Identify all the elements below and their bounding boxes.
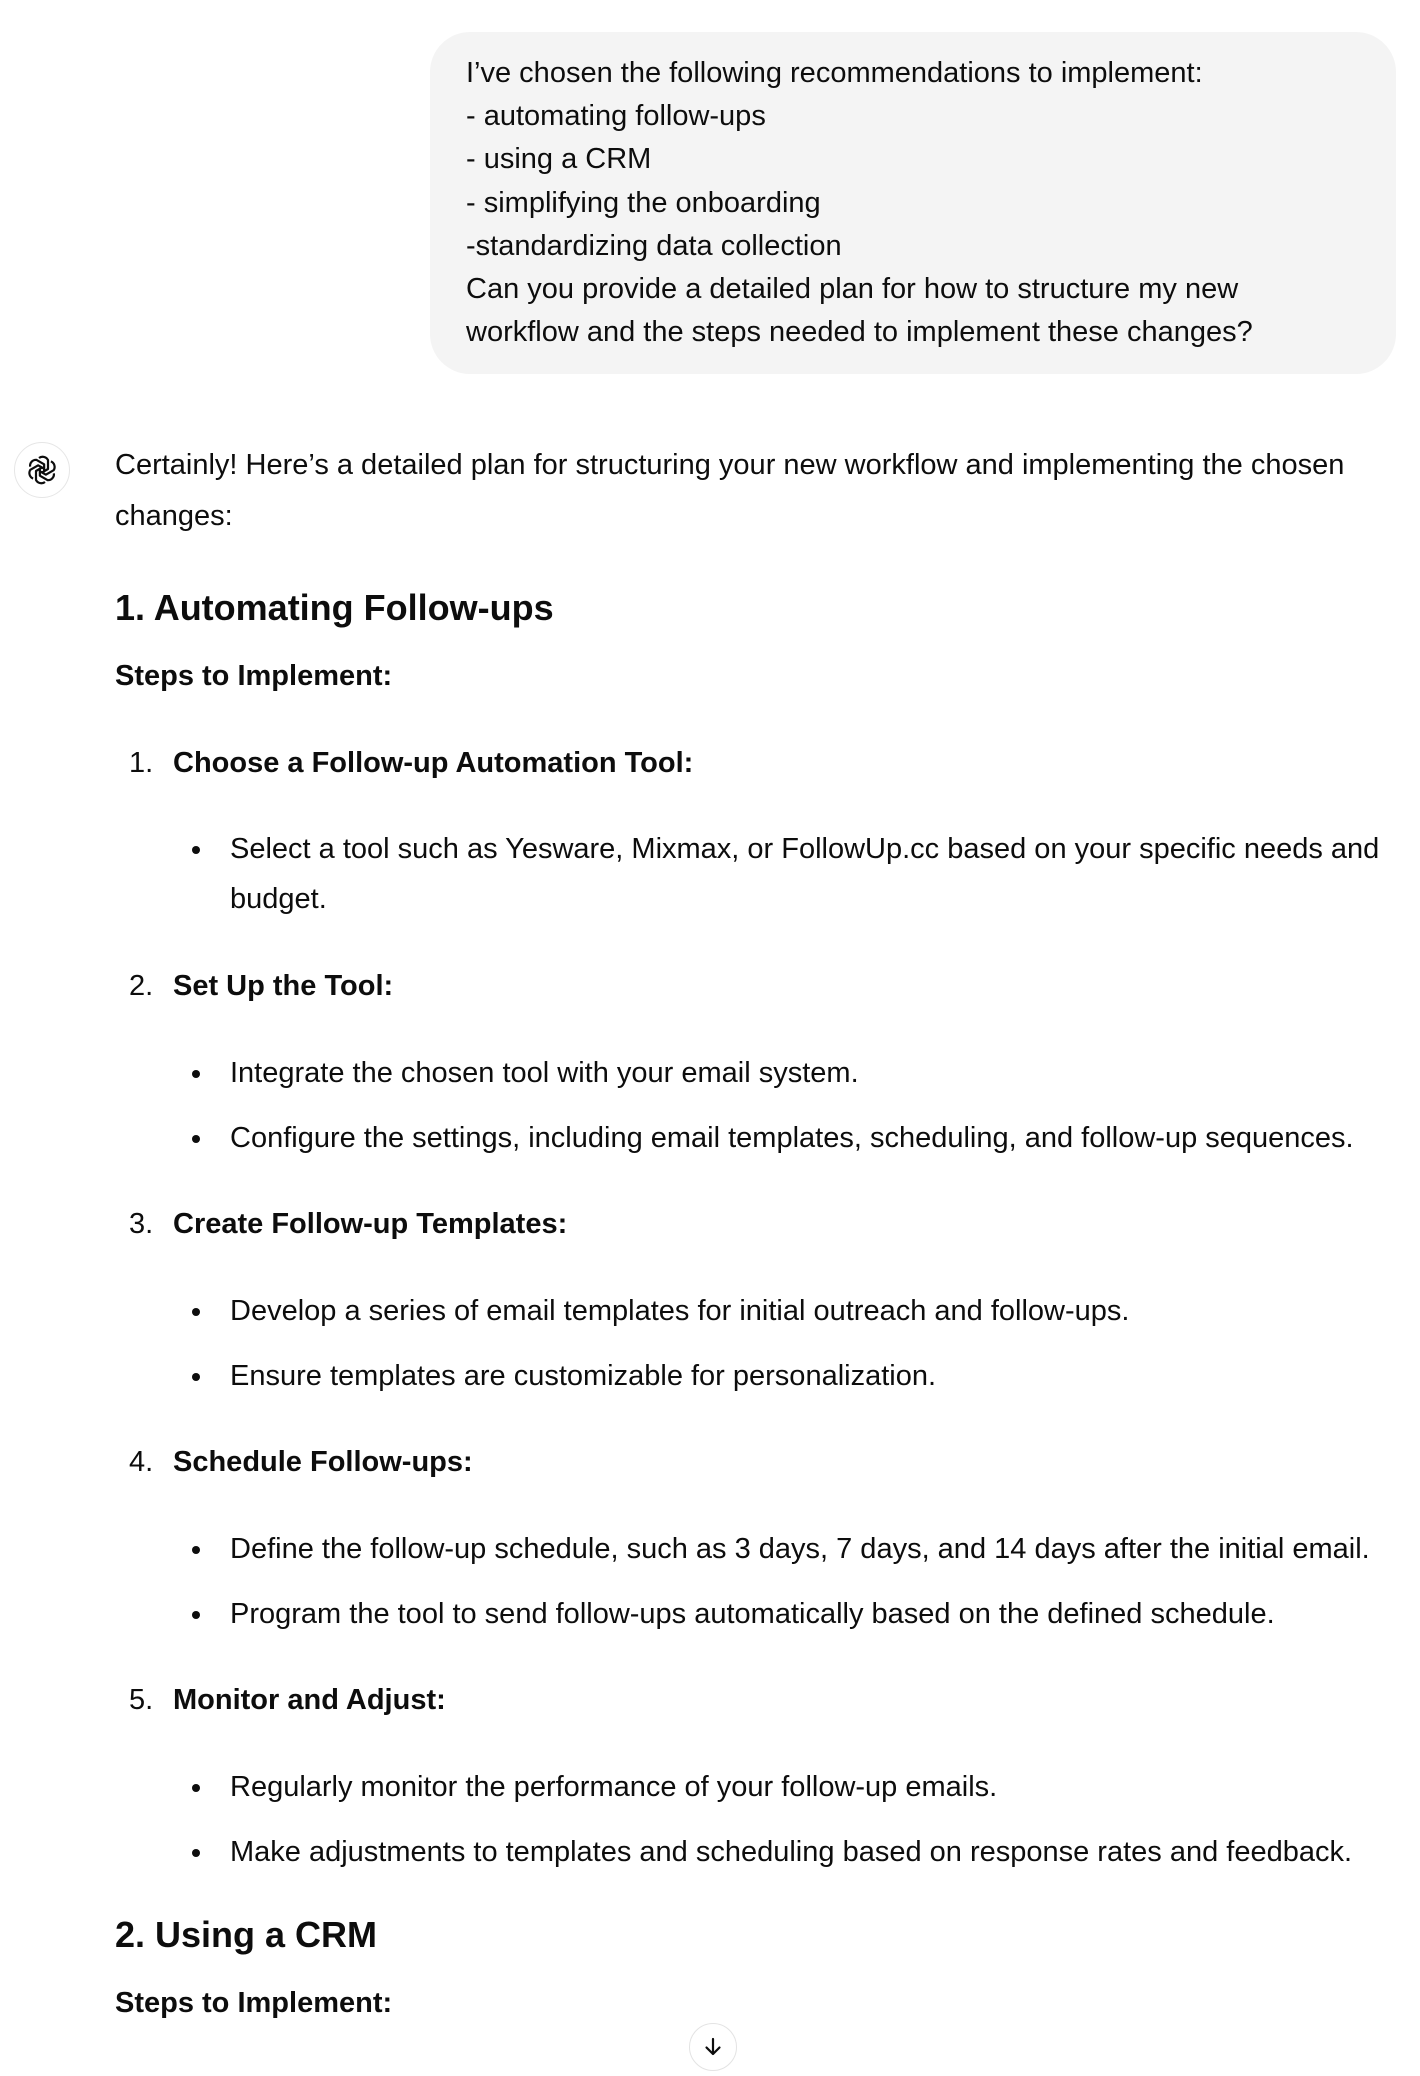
intro-text-line: changes:: [115, 500, 233, 532]
step-title: Monitor and Adjust:: [173, 1684, 446, 1716]
scroll-to-bottom-button[interactable]: [689, 2023, 737, 2071]
section-heading: 1. Automating Follow-ups: [115, 587, 554, 628]
step-number: 4.: [129, 1446, 154, 1478]
user-message-line: - automating follow-ups: [466, 100, 766, 133]
step-number: 2.: [129, 970, 154, 1002]
step-number: 5.: [129, 1684, 154, 1716]
step-number: 1.: [129, 747, 154, 779]
bullet-dot: [189, 1370, 203, 1384]
bullet-text: Define the follow-up schedule, such as 3 days, 7 days, and 14 days after the initial email.: [230, 1533, 1370, 1565]
bullet-dot: [189, 1305, 203, 1319]
bullet-text: Configure the settings, including email templates, scheduling, and follow-up sequences.: [230, 1122, 1354, 1154]
bullet-dot: [189, 1132, 203, 1146]
step-number: 3.: [129, 1208, 154, 1240]
user-message-line: - simplifying the onboarding: [466, 186, 821, 219]
section-subheading: Steps to Implement:: [115, 1987, 393, 2019]
openai-logo-icon: [25, 453, 59, 487]
user-message-line: -standardizing data collection: [466, 229, 842, 262]
user-message-line: workflow and the steps needed to implement these changes?: [466, 316, 1253, 349]
bullet-text: Select a tool such as Yesware, Mixmax, or FollowUp.cc based on your specific needs and: [230, 833, 1380, 865]
bullet-dot: [189, 1067, 203, 1081]
bullet-text: Ensure templates are customizable for personalization.: [230, 1360, 937, 1392]
bullet-text: Integrate the chosen tool with your email system.: [230, 1057, 859, 1089]
bullet-text-continued: budget.: [230, 883, 327, 915]
step-title: Schedule Follow-ups:: [173, 1446, 473, 1478]
arrow-down-icon: [701, 2035, 725, 2059]
intro-text-line: Certainly! Here’s a detailed plan for structuring your new workflow and implementing the chosen: [115, 449, 1345, 481]
assistant-avatar: [14, 442, 70, 498]
bullet-text: Make adjustments to templates and scheduling based on response rates and feedback.: [230, 1836, 1353, 1868]
user-message-line: I’ve chosen the following recommendations to implement:: [466, 57, 1203, 89]
bullet-dot: [189, 1846, 203, 1860]
user-message-line: - using a CRM: [466, 143, 652, 176]
bullet-dot: [189, 1543, 203, 1557]
step-title: Set Up the Tool:: [173, 970, 394, 1002]
bullet-text: Develop a series of email templates for initial outreach and follow-ups.: [230, 1295, 1130, 1327]
user-message-line: Can you provide a detailed plan for how to structure my new: [466, 273, 1239, 306]
bullet-text: Program the tool to send follow-ups automatically based on the defined schedule.: [230, 1598, 1275, 1630]
step-title: Create Follow-up Templates:: [173, 1208, 568, 1240]
user-message-bubble: [430, 32, 1396, 374]
bullet-dot: [189, 1781, 203, 1795]
bullet-dot: [189, 1608, 203, 1622]
step-title: Choose a Follow-up Automation Tool:: [173, 747, 694, 779]
bullet-dot: [189, 843, 203, 857]
section-subheading: Steps to Implement:: [115, 660, 393, 692]
section-heading: 2. Using a CRM: [115, 1914, 378, 1955]
bullet-text: Regularly monitor the performance of your follow-up emails.: [230, 1771, 998, 1803]
